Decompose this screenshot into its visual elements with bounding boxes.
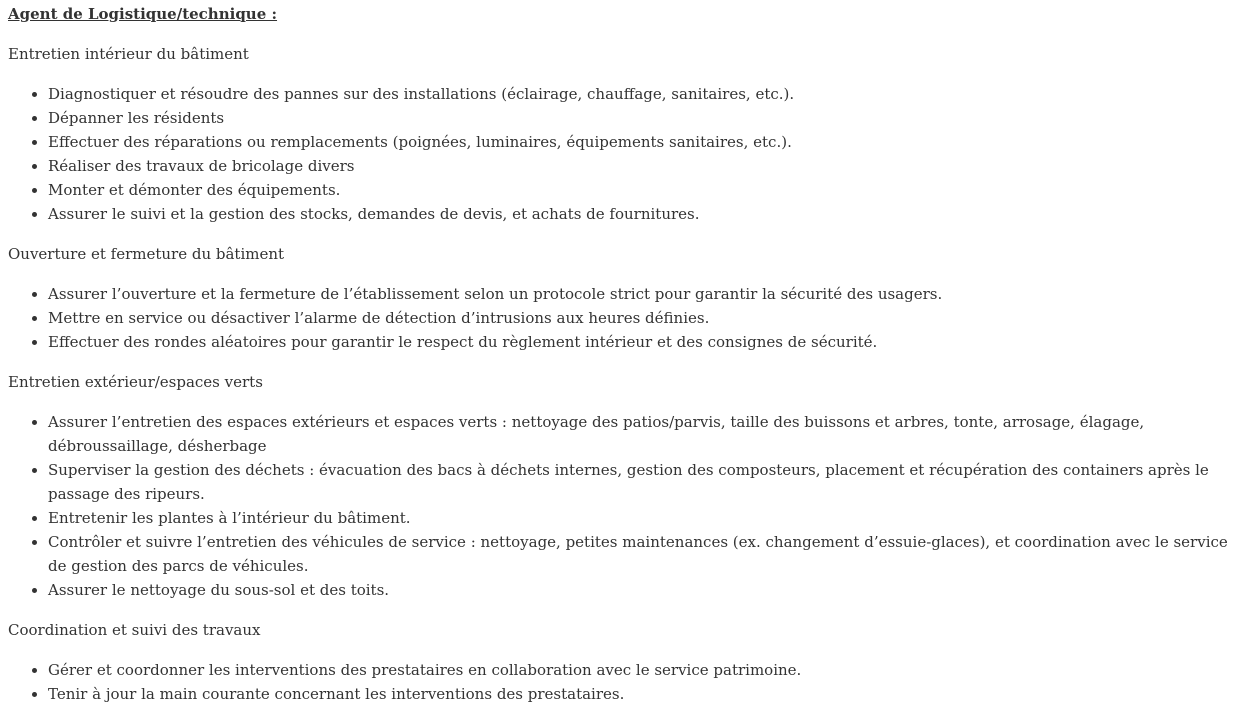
list-item: • Diagnostiquer et résoudre des pannes sur des installations (éclairage, chauffage, sanitaires, etc.). [48, 82, 1229, 106]
list-item: • Dépanner les résidents [48, 106, 1229, 130]
section-heading-interior: Entretien intérieur du bâtiment [8, 45, 249, 63]
list-coordination [8, 658, 1229, 706]
list-item: • Réaliser des travaux de bricolage divers [48, 154, 1229, 178]
list-item: • Gérer et coordonner les interventions des prestataires en collaboration avec le service patrimoine. [48, 658, 1229, 682]
section-heading-exterior: Entretien extérieur/espaces verts [8, 373, 263, 391]
list-item: • Monter et démonter des équipements. [48, 178, 1229, 202]
list-item: • Superviser la gestion des déchets : évacuation des bacs à déchets internes, gestion des composteurs, placement et récupération des containers après le passage des ripeurs. [48, 458, 1229, 506]
section-heading-coordination: Coordination et suivi des travaux [8, 621, 261, 639]
list-item: • Entretenir les plantes à l’intérieur du bâtiment. [48, 506, 1229, 530]
list-item: • Contrôler et suivre l’entretien des véhicules de service : nettoyage, petites maintenances (ex. changement d’essuie-glaces), et coordination avec le service de gestion des parcs de véhicules. [48, 530, 1229, 578]
section-heading-opening: Ouverture et fermeture du bâtiment [8, 245, 285, 263]
list-item: • Assurer l’ouverture et la fermeture de l’établissement selon un protocole strict pour garantir la sécurité des usagers. [48, 282, 1229, 306]
page-title: Agent de Logistique/technique : [8, 5, 278, 23]
list-item: • Tenir à jour la main courante concernant les interventions des prestataires. [48, 682, 1229, 706]
list-exterior [8, 410, 1229, 602]
list-item: • Assurer le nettoyage du sous-sol et des toits. [48, 578, 1229, 602]
list-item: • Effectuer des rondes aléatoires pour garantir le respect du règlement intérieur et des consignes de sécurité. [48, 330, 1229, 354]
list-item: • Assurer l’entretien des espaces extérieurs et espaces verts : nettoyage des patios/parvis, taille des buissons et arbres, tonte, arrosage, élagage, débroussaillage, désherbage [48, 410, 1229, 458]
list-interior [8, 82, 1229, 226]
list-item: • Mettre en service ou désactiver l’alarme de détection d’intrusions aux heures définies. [48, 306, 1229, 330]
list-item: • Assurer le suivi et la gestion des stocks, demandes de devis, et achats de fournitures. [48, 202, 1229, 226]
list-opening [8, 282, 1229, 354]
list-item: • Effectuer des réparations ou remplacements (poignées, luminaires, équipements sanitaires, etc.). [48, 130, 1229, 154]
